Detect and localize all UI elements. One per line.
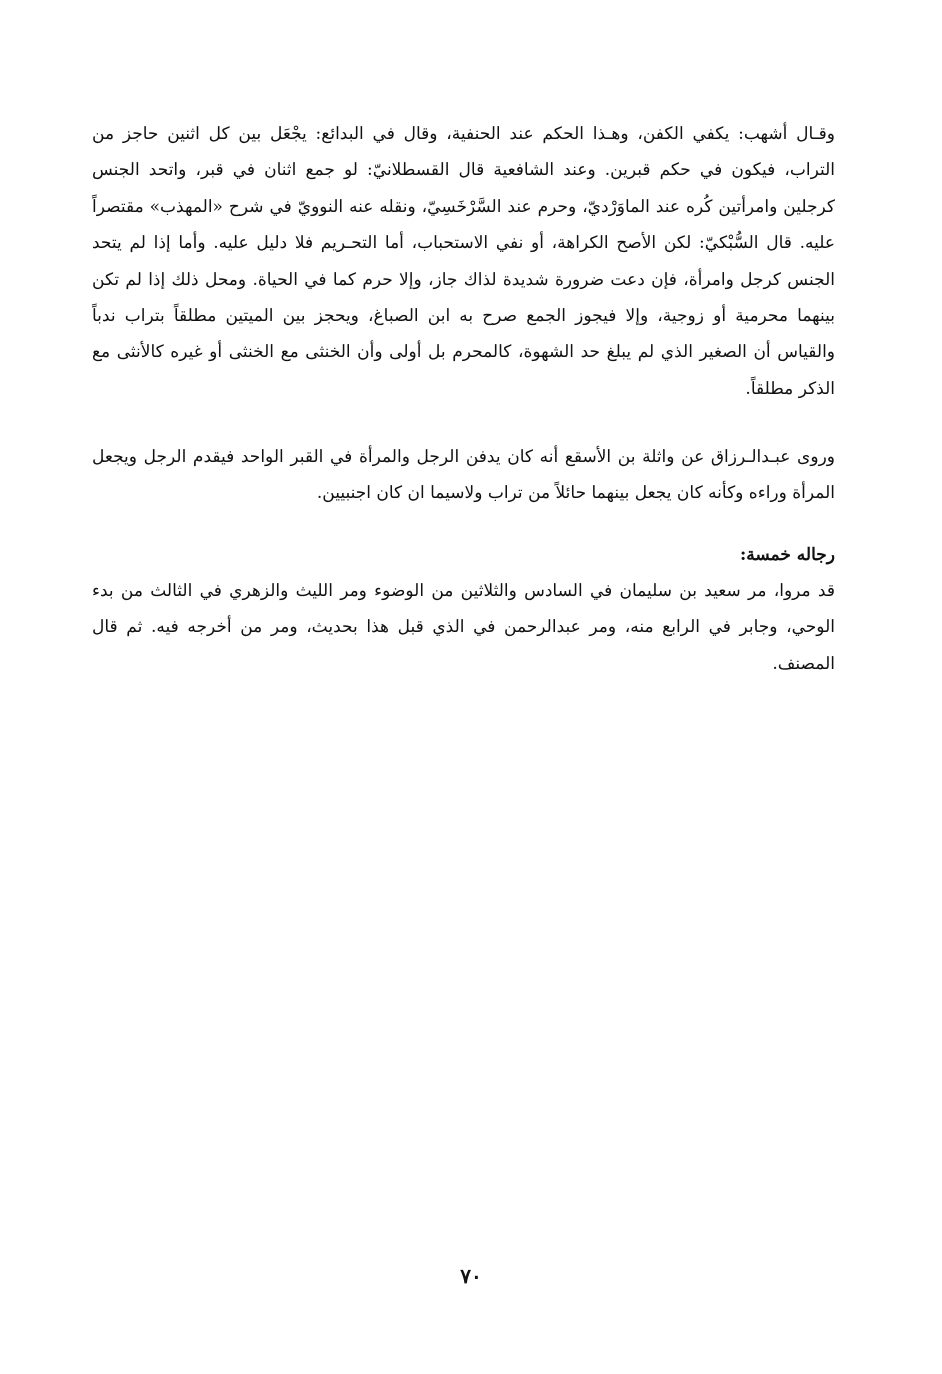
body-paragraph-3: قد مروا، مر سعيد بن سليمان في السادس والثلاثين من الوضوء ومر الليث والزهري في الثالث من بدء الوحي، وجابر في الرابع منه، ومر عبدالرحمن في الذي قبل هذا بحديث، ومر من أخرجه فيه. ثم قال المصنف. [92,581,835,674]
body-paragraph-1: وقـال أشهب: يكفي الكفن، وهـذا الحكم عند الحنفية، وقال في البدائع: يجْعَل بين كل اثنين حاجز من التراب، فيكون في حكم قبرين. وعند الشافعية قال القسطلانيّ: لو جمع اثنان في قبر، واتحد الجنس كرجلين وامرأتين كُره عند الماوَرْديّ، وحرم عند السَّرْخَسِيّ، ونقله عنه النوويّ في شرح «المهذب» مقتصراً عليه. قال السُّبْكيّ: لكن الأصح الكراهة، أو نفي الاستحباب، أما التحـريم فلا دليل عليه. وأما إذا لم يتحد الجنس كرجل وامرأة، فإن دعت ضرورة شديدة لذاك جاز، وإلا حرم كما في الحياة. ومحل ذلك إذا لم تكن بينهما محرمية أو زوجية، وإلا فيجوز الجمع صرح به ابن الصباغ، ويحجز بين الميتين مطلقاً بتراب ندباً والقياس أن الصغير الذي لم يبلغ حد الشهوة، كالمحرم بل أولى وأن الخنثى مع الخنثى أو غيره كالأنثى مع الذكر مطلقاً. [92,124,835,399]
page-number: ٧٠ [460,1264,482,1288]
body-paragraph-2: وروى عبـدالـرزاق عن واثلة بن الأسقع أنه كان يدفن الرجل والمرأة في القبر الواحد فيقدم الرجل ويجعل المرأة وراءه وكأنه كان يجعل بينهما حائلاً من تراب ولاسيما ان كان اجنبيين. [92,447,835,504]
section-heading: رجاله خمسة: [739,545,835,565]
